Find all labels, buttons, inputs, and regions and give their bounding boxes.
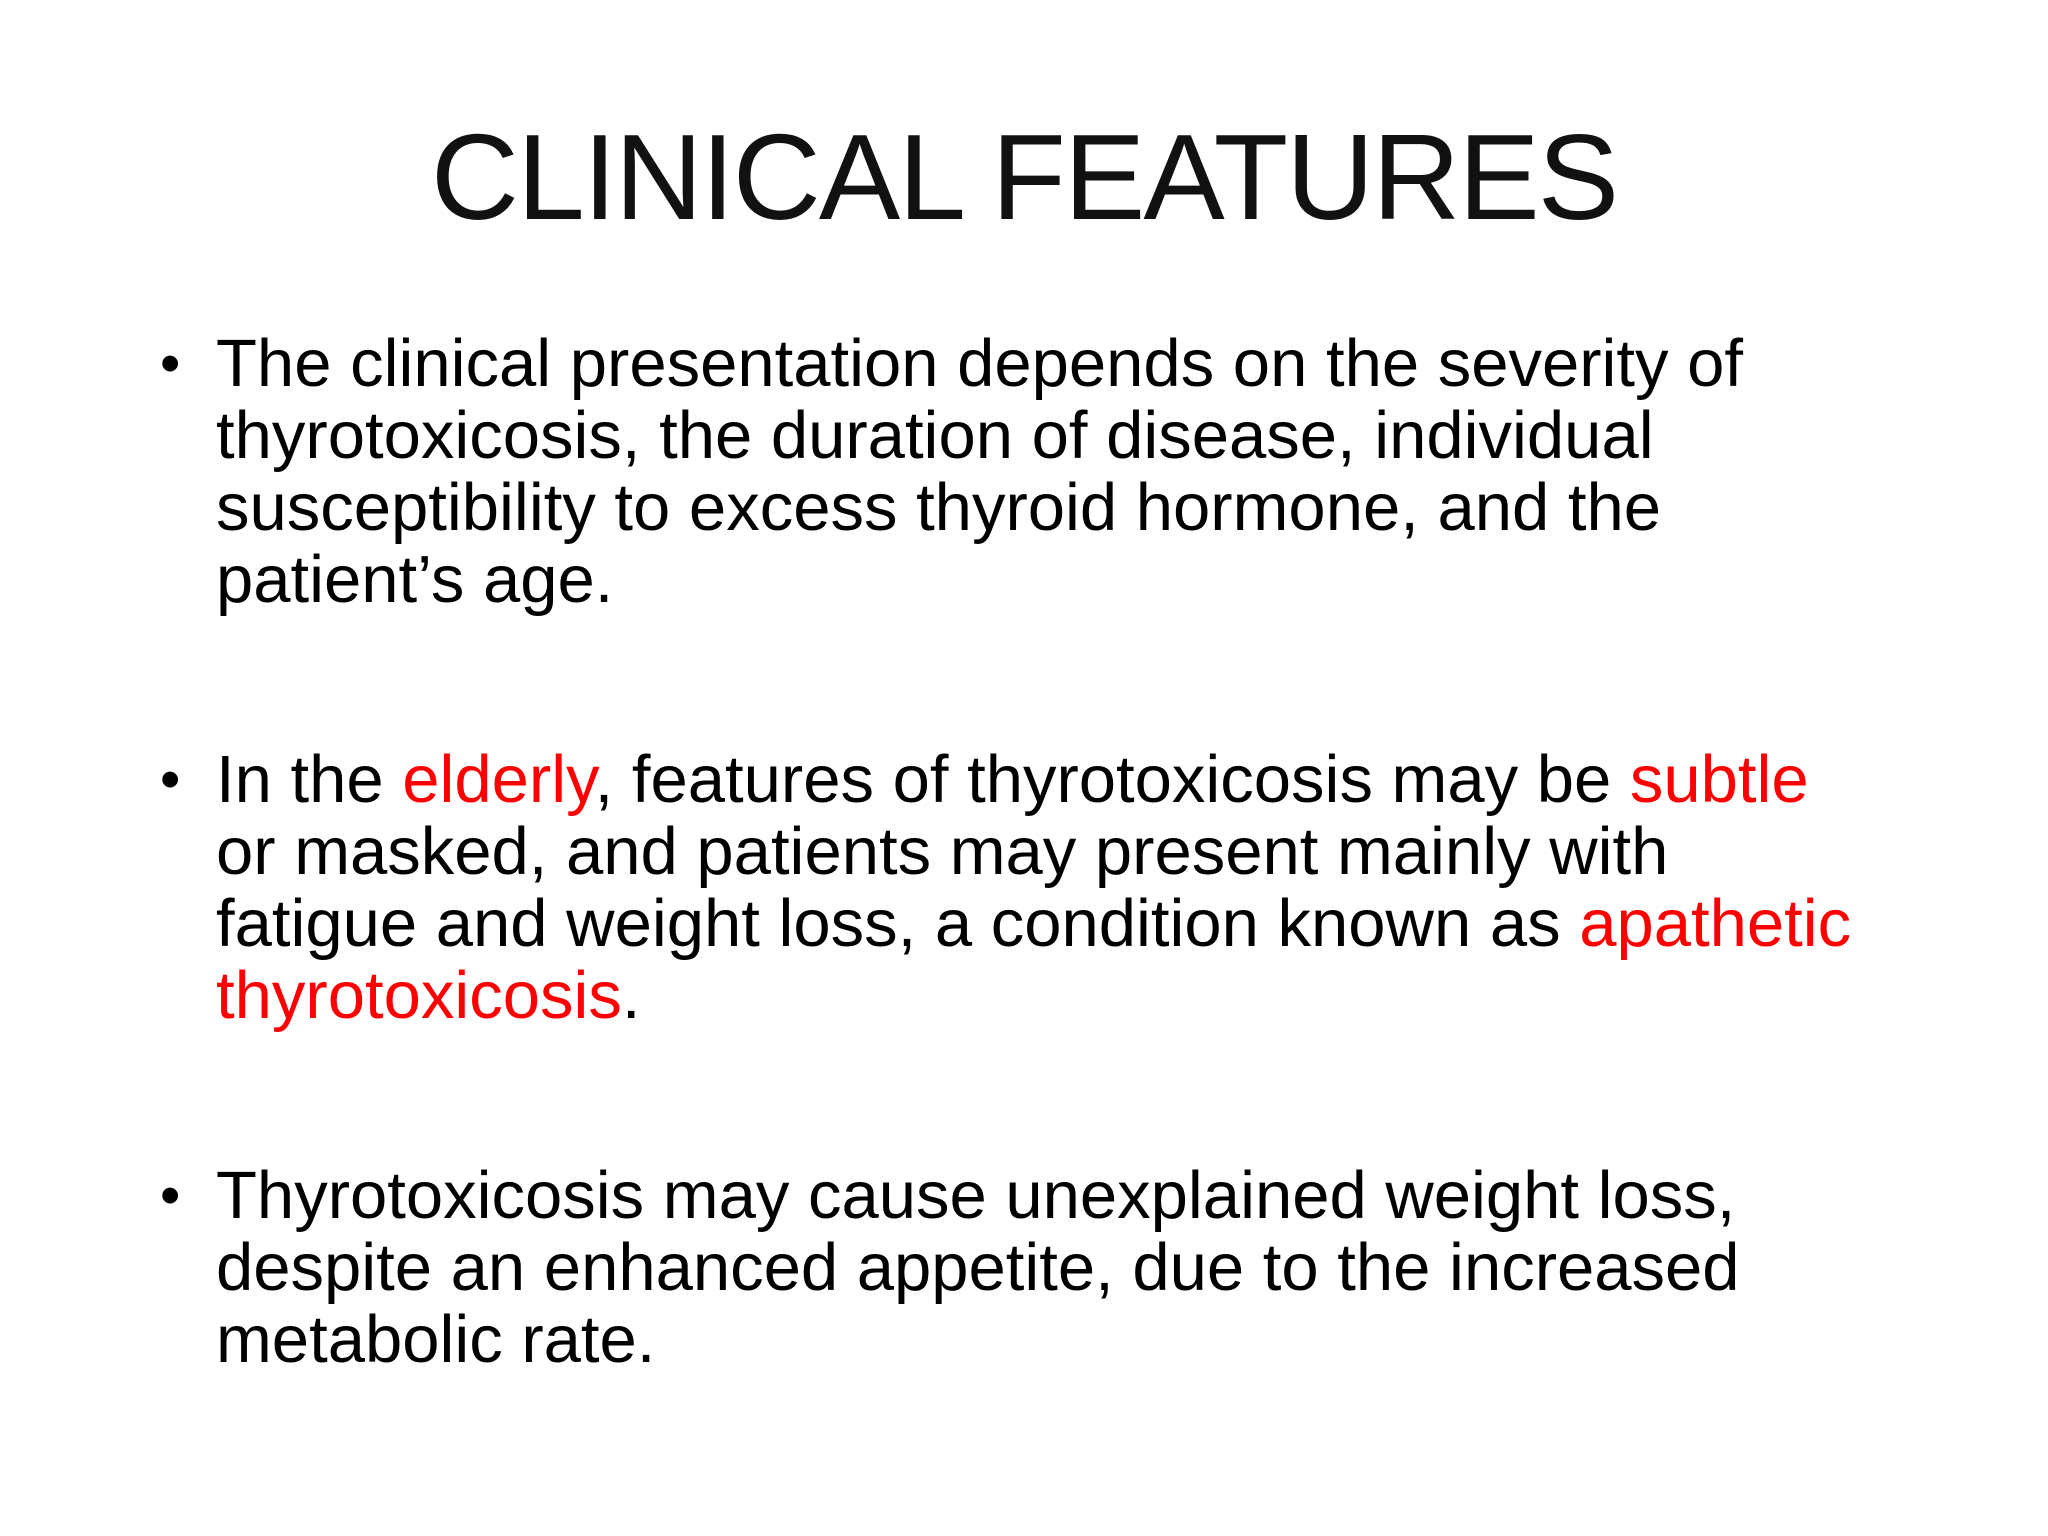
bullet-text: The clinical presentation depends on the severity of thyrotoxicosis, the duration of disease, individual susceptibility to excess thyroid hormone, and the patient’s age. — [216, 326, 1744, 617]
bullet-text: Thyrotoxicosis may cause unexplained weight loss, despite an enhanced appetite, due to the increased metabolic rate. — [216, 1158, 1740, 1377]
bullet-dot-icon: • — [160, 1163, 181, 1228]
bullet-dot-icon: • — [160, 747, 181, 812]
bullet-text-segment: In the — [216, 742, 403, 817]
bullet-text-segment: or masked, and patients may present mainly with fatigue and weight loss, a condition known as — [216, 814, 1669, 961]
bullet-item-2 — [150, 744, 1870, 1032]
highlighted-term: subtle — [1629, 742, 1809, 817]
highlighted-term: apathetic thyrotoxicosis — [216, 886, 1852, 1033]
slide-title: CLINICAL FEATURES — [430, 109, 1618, 245]
bullet-text-segment: , features of thyrotoxicosis may be — [594, 742, 1630, 817]
bullet-dot-icon: • — [160, 331, 181, 396]
bullet-text-segment: . — [621, 958, 641, 1033]
bullet-list — [150, 328, 1870, 1376]
bullet-item-3 — [150, 1160, 1870, 1376]
highlighted-term: elderly — [402, 742, 595, 817]
bullet-item-1 — [150, 328, 1870, 616]
